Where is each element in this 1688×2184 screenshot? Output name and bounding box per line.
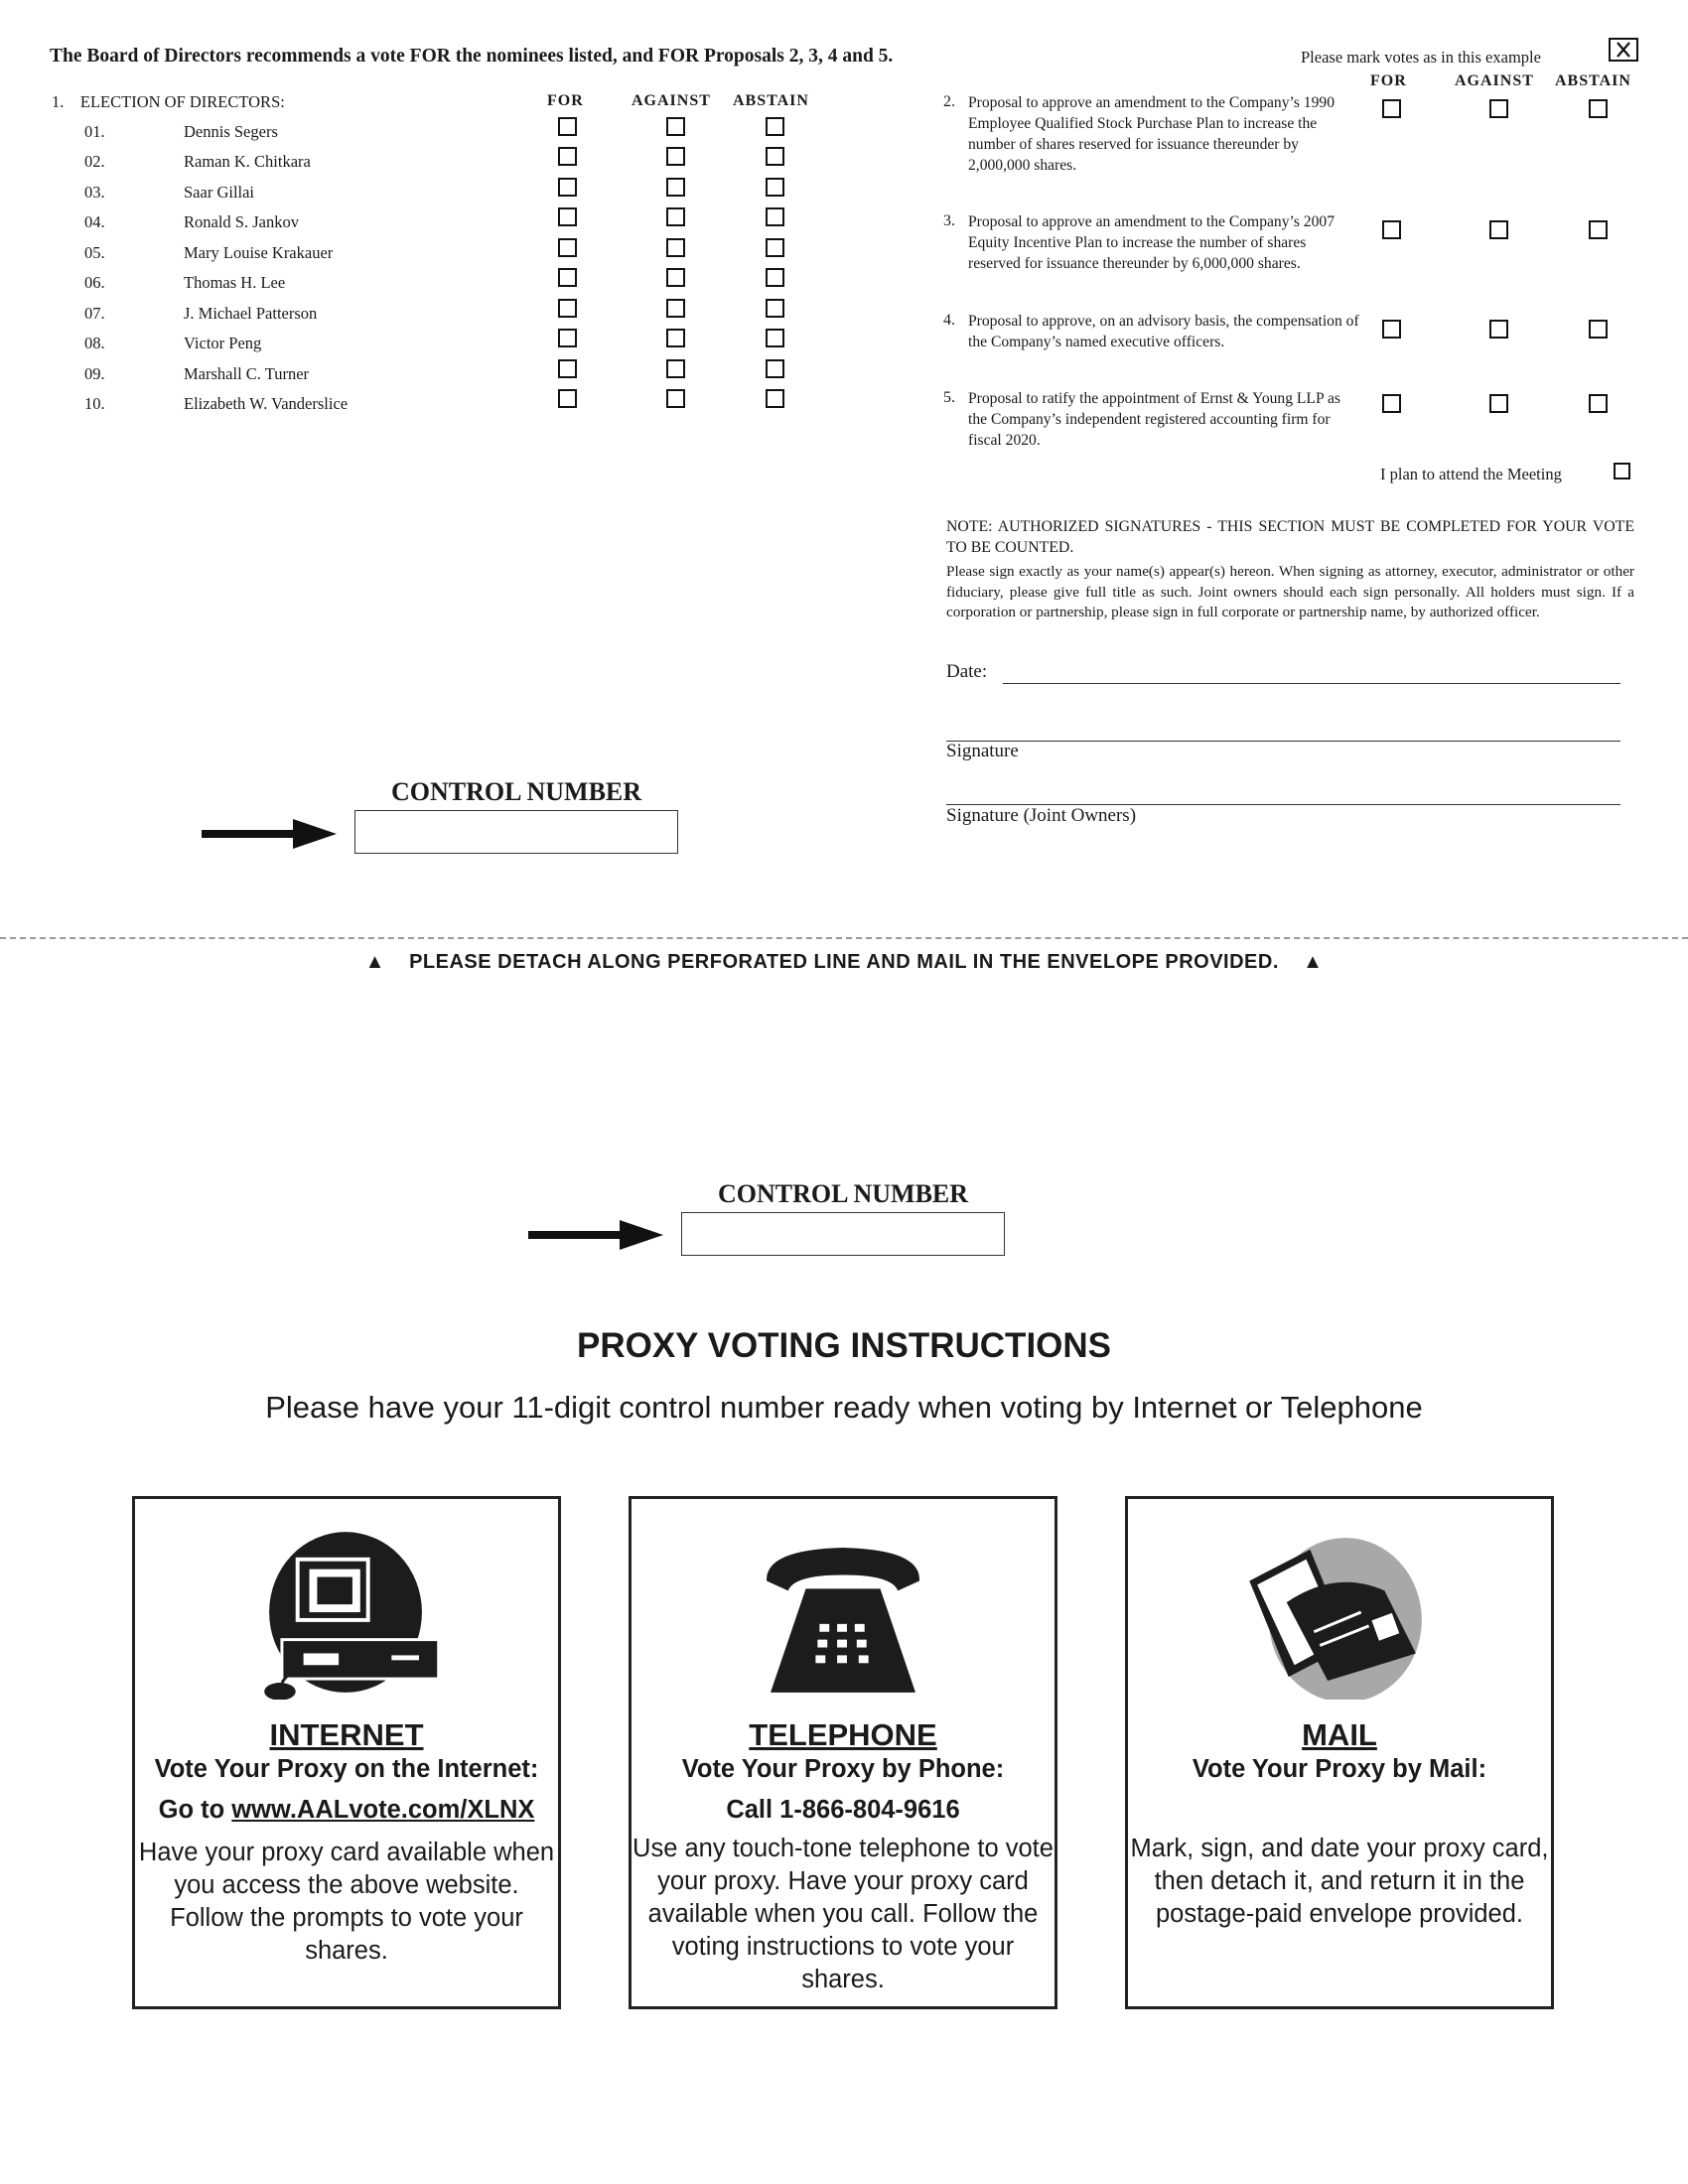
vote-for-checkbox[interactable] bbox=[558, 359, 577, 378]
example-checkbox bbox=[1609, 38, 1638, 62]
vote-against-checkbox[interactable] bbox=[666, 299, 685, 318]
mail-voting-card bbox=[1125, 1496, 1554, 2009]
telephone-icon bbox=[632, 1529, 1055, 1700]
vote-for-checkbox[interactable] bbox=[558, 389, 577, 408]
vote-abstain-checkbox[interactable] bbox=[1589, 99, 1608, 118]
signature-note: NOTE: AUTHORIZED SIGNATURES - THIS SECTION MUST BE COMPLETED FOR YOUR VOTE TO BE COUNTED. bbox=[946, 518, 1634, 556]
telephone-description: Use any touch-tone telephone to vote your proxy. Have your proxy card available when you call. Follow the voting instructions to vote your shares. bbox=[633, 1835, 1054, 1993]
vote-abstain-checkbox[interactable] bbox=[766, 299, 784, 318]
arrow-right-icon bbox=[202, 816, 337, 852]
vote-against-checkbox[interactable] bbox=[666, 238, 685, 257]
board-recommendation: The Board of Directors recommends a vote FOR the nominees listed, and FOR Proposals 2, 3, 4 and 5. bbox=[50, 46, 894, 67]
vote-abstain-checkbox[interactable] bbox=[1589, 320, 1608, 339]
election-of-directors-label bbox=[52, 92, 285, 112]
vote-for-checkbox[interactable] bbox=[1382, 220, 1401, 239]
nominee-number: 03. bbox=[84, 183, 105, 202]
vote-abstain-checkbox[interactable] bbox=[766, 117, 784, 136]
internet-action bbox=[135, 1796, 558, 1825]
vote-for-checkbox[interactable] bbox=[1382, 99, 1401, 118]
col-header-for: FOR bbox=[1370, 72, 1407, 89]
date-label: Date: bbox=[946, 661, 988, 682]
nominee-name: J. Michael Patterson bbox=[184, 304, 318, 323]
vote-abstain-checkbox[interactable] bbox=[766, 329, 784, 347]
triangle-up-icon: ▲ bbox=[1303, 951, 1324, 973]
col-header-for: FOR bbox=[547, 92, 584, 109]
detach-text: PLEASE DETACH ALONG PERFORATED LINE AND MAIL IN THE ENVELOPE PROVIDED. bbox=[409, 951, 1279, 973]
control-number-label: CONTROL NUMBER bbox=[390, 777, 642, 806]
arrow-right-icon bbox=[528, 1217, 663, 1253]
col-header-against: AGAINST bbox=[632, 92, 711, 109]
x-mark-icon bbox=[1611, 40, 1636, 60]
vote-for-checkbox[interactable] bbox=[558, 329, 577, 347]
vote-abstain-checkbox[interactable] bbox=[1589, 394, 1608, 413]
telephone-voting-card bbox=[629, 1496, 1057, 2009]
nominee-name: Dennis Segers bbox=[184, 122, 278, 141]
mail-description: Mark, sign, and date your proxy card, then detach it, and return it in the postage-paid envelope provided. bbox=[1130, 1835, 1549, 1928]
vote-against-checkbox[interactable] bbox=[1489, 320, 1508, 339]
nominee-number: 04. bbox=[84, 212, 105, 231]
nominee-number: 09. bbox=[84, 364, 105, 383]
computer-icon bbox=[135, 1529, 558, 1700]
proposal-number: 2. bbox=[943, 93, 955, 110]
proposal-text: Proposal to approve an amendment to the Company’s 1990 Employee Qualified Stock Purchase Plan to increase the number of shares reserved for issuance thereunder by 2,000,000 shares. bbox=[968, 94, 1335, 174]
mail-subtitle: Vote Your Proxy by Mail: bbox=[1192, 1755, 1487, 1783]
proposal-text: Proposal to approve, on an advisory basis, the compensation of the Company’s named executive officers. bbox=[968, 313, 1359, 350]
signature-label: Signature bbox=[946, 741, 1019, 761]
control-number-box[interactable] bbox=[354, 810, 678, 854]
proposal-number: 4. bbox=[943, 312, 955, 329]
envelope-icon bbox=[1128, 1529, 1551, 1700]
vote-abstain-checkbox[interactable] bbox=[766, 238, 784, 257]
vote-for-checkbox[interactable] bbox=[1382, 394, 1401, 413]
proposal-number: 3. bbox=[943, 212, 955, 229]
vote-against-checkbox[interactable] bbox=[666, 207, 685, 226]
nominee-number: 01. bbox=[84, 122, 105, 141]
vote-against-checkbox[interactable] bbox=[1489, 220, 1508, 239]
detach-instruction bbox=[0, 951, 1688, 974]
vote-abstain-checkbox[interactable] bbox=[766, 178, 784, 197]
vote-abstain-checkbox[interactable] bbox=[766, 268, 784, 287]
vote-for-checkbox[interactable] bbox=[558, 299, 577, 318]
nominee-name: Marshall C. Turner bbox=[184, 364, 310, 383]
telephone-title: TELEPHONE bbox=[749, 1717, 937, 1752]
internet-action-prefix: Go to bbox=[158, 1796, 232, 1824]
signature-field[interactable] bbox=[946, 741, 1620, 742]
control-number-box[interactable] bbox=[681, 1212, 1005, 1256]
vote-against-checkbox[interactable] bbox=[666, 329, 685, 347]
nominee-number: 02. bbox=[84, 152, 105, 171]
proposal-title: ELECTION OF DIRECTORS: bbox=[79, 92, 285, 111]
vote-against-checkbox[interactable] bbox=[666, 359, 685, 378]
vote-against-checkbox[interactable] bbox=[666, 147, 685, 166]
vote-for-checkbox[interactable] bbox=[558, 268, 577, 287]
nominee-name: Thomas H. Lee bbox=[184, 273, 286, 292]
vote-abstain-checkbox[interactable] bbox=[766, 147, 784, 166]
proposal-number: 5. bbox=[943, 389, 955, 406]
nominee-name: Raman K. Chitkara bbox=[184, 152, 311, 171]
nominee-number: 06. bbox=[84, 273, 105, 292]
nominee-name: Mary Louise Krakauer bbox=[184, 243, 334, 262]
col-header-abstain: ABSTAIN bbox=[733, 92, 809, 109]
nominee-number: 07. bbox=[84, 304, 105, 323]
mark-example-label: Please mark votes as in this example bbox=[1301, 48, 1541, 67]
triangle-up-icon: ▲ bbox=[364, 951, 385, 973]
internet-description: Have your proxy card available when you access the above website. Follow the prompts to vote your shares. bbox=[138, 1839, 555, 1965]
nominee-name: Saar Gillai bbox=[184, 183, 255, 202]
vote-for-checkbox[interactable] bbox=[558, 147, 577, 166]
proposal-number: 1. bbox=[52, 92, 65, 111]
vote-for-checkbox[interactable] bbox=[558, 117, 577, 136]
nominee-name: Elizabeth W. Vanderslice bbox=[184, 394, 349, 413]
vote-abstain-checkbox[interactable] bbox=[766, 359, 784, 378]
nominee-number: 08. bbox=[84, 334, 105, 352]
proxy-voting-title: PROXY VOTING INSTRUCTIONS bbox=[576, 1326, 1112, 1365]
proposal-text: Proposal to ratify the appointment of Ernst & Young LLP as the Company’s independent registered accounting firm for fiscal 2020. bbox=[968, 390, 1340, 449]
telephone-subtitle: Vote Your Proxy by Phone: bbox=[681, 1755, 1005, 1783]
attend-meeting-label: I plan to attend the Meeting bbox=[1380, 465, 1562, 483]
mail-title: MAIL bbox=[1302, 1717, 1377, 1752]
col-header-abstain: ABSTAIN bbox=[1555, 72, 1631, 89]
telephone-number[interactable]: Call 1-866-804-9616 bbox=[726, 1796, 960, 1824]
vote-against-checkbox[interactable] bbox=[1489, 394, 1508, 413]
date-field[interactable] bbox=[1003, 683, 1620, 684]
vote-against-checkbox[interactable] bbox=[666, 178, 685, 197]
control-number-label: CONTROL NUMBER bbox=[717, 1179, 969, 1208]
col-header-against: AGAINST bbox=[1455, 72, 1534, 89]
nominee-number: 10. bbox=[84, 394, 105, 413]
vote-for-checkbox[interactable] bbox=[1382, 320, 1401, 339]
proxy-voting-subtitle: Please have your 11-digit control number ready when voting by Internet or Telephone bbox=[265, 1390, 1423, 1425]
perforated-line bbox=[0, 937, 1688, 939]
signature-instructions: Please sign exactly as your name(s) appear(s) hereon. When signing as attorney, executor, administrator or other fiduciary, please give full title as such. Joint owners should each sign personally. All holders must sign. If a corporation or partnership, please sign in full corporate or partnership name, by authorized officer. bbox=[946, 563, 1634, 620]
proposal-text: Proposal to approve an amendment to the Company’s 2007 Equity Incentive Plan to increase the number of shares reserved for issuance thereunder by 6,000,000 shares. bbox=[968, 213, 1335, 272]
nominee-name: Victor Peng bbox=[184, 334, 262, 352]
vote-abstain-checkbox[interactable] bbox=[1589, 220, 1608, 239]
joint-signature-label: Signature (Joint Owners) bbox=[946, 805, 1137, 826]
internet-subtitle: Vote Your Proxy on the Internet: bbox=[154, 1755, 539, 1783]
nominee-number: 05. bbox=[84, 243, 105, 262]
vote-against-checkbox[interactable] bbox=[666, 117, 685, 136]
nominee-name: Ronald S. Jankov bbox=[184, 212, 299, 231]
vote-for-checkbox[interactable] bbox=[558, 178, 577, 197]
internet-voting-card bbox=[132, 1496, 561, 2009]
vote-for-checkbox[interactable] bbox=[558, 238, 577, 257]
voting-website-link[interactable]: www.AALvote.com/XLNX bbox=[231, 1796, 535, 1824]
vote-abstain-checkbox[interactable] bbox=[766, 389, 784, 408]
vote-against-checkbox[interactable] bbox=[666, 268, 685, 287]
vote-abstain-checkbox[interactable] bbox=[766, 207, 784, 226]
internet-title: INTERNET bbox=[269, 1717, 424, 1752]
vote-for-checkbox[interactable] bbox=[558, 207, 577, 226]
vote-against-checkbox[interactable] bbox=[666, 389, 685, 408]
vote-against-checkbox[interactable] bbox=[1489, 99, 1508, 118]
attend-meeting-checkbox[interactable] bbox=[1614, 463, 1630, 479]
